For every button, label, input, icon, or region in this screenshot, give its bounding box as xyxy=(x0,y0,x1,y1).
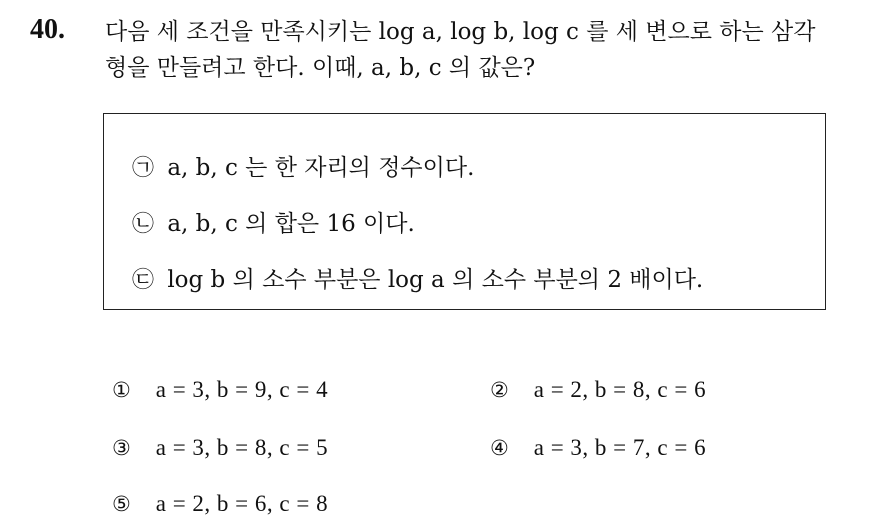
condition-mark-giyeok: ㉠ xyxy=(132,156,155,181)
choice-5-mark: ⑤ xyxy=(112,492,131,516)
stem-line-2: 형을 만들려고 한다. 이때, a, b, c 의 값은? xyxy=(105,55,536,81)
condition-3 xyxy=(132,264,703,297)
choice-5[interactable] xyxy=(112,488,328,520)
choice-2-text: a = 2, b = 8, c = 6 xyxy=(533,377,707,402)
question-number: 40. xyxy=(30,14,65,45)
choice-3[interactable] xyxy=(112,432,328,464)
choice-3-text: a = 3, b = 8, c = 5 xyxy=(155,435,329,460)
choice-4[interactable] xyxy=(490,432,706,464)
choice-2-mark: ② xyxy=(490,378,509,402)
choice-5-text: a = 2, b = 6, c = 8 xyxy=(155,491,329,516)
condition-mark-nieun: ㉡ xyxy=(132,212,155,237)
question-stem xyxy=(105,14,875,86)
condition-2-text: a, b, c 의 합은 16 이다. xyxy=(167,211,415,237)
choice-1-mark: ① xyxy=(112,378,131,402)
choice-3-mark: ③ xyxy=(112,436,131,460)
choice-4-mark: ④ xyxy=(490,436,509,460)
choice-2[interactable] xyxy=(490,374,706,406)
condition-3-text: log b 의 소수 부분은 log a 의 소수 부분의 2 배이다. xyxy=(167,267,704,293)
condition-1 xyxy=(132,152,474,185)
condition-mark-digeut: ㉢ xyxy=(132,268,155,293)
condition-1-text: a, b, c 는 한 자리의 정수이다. xyxy=(167,155,475,181)
stem-line-1: 다음 세 조건을 만족시키는 log a, log b, log c 를 세 변으로 하는 삼각 xyxy=(105,19,816,45)
choice-4-text: a = 3, b = 7, c = 6 xyxy=(533,435,707,460)
condition-2 xyxy=(132,208,415,241)
choice-1[interactable] xyxy=(112,374,328,406)
choice-1-text: a = 3, b = 9, c = 4 xyxy=(155,377,329,402)
conditions-box xyxy=(103,113,826,310)
